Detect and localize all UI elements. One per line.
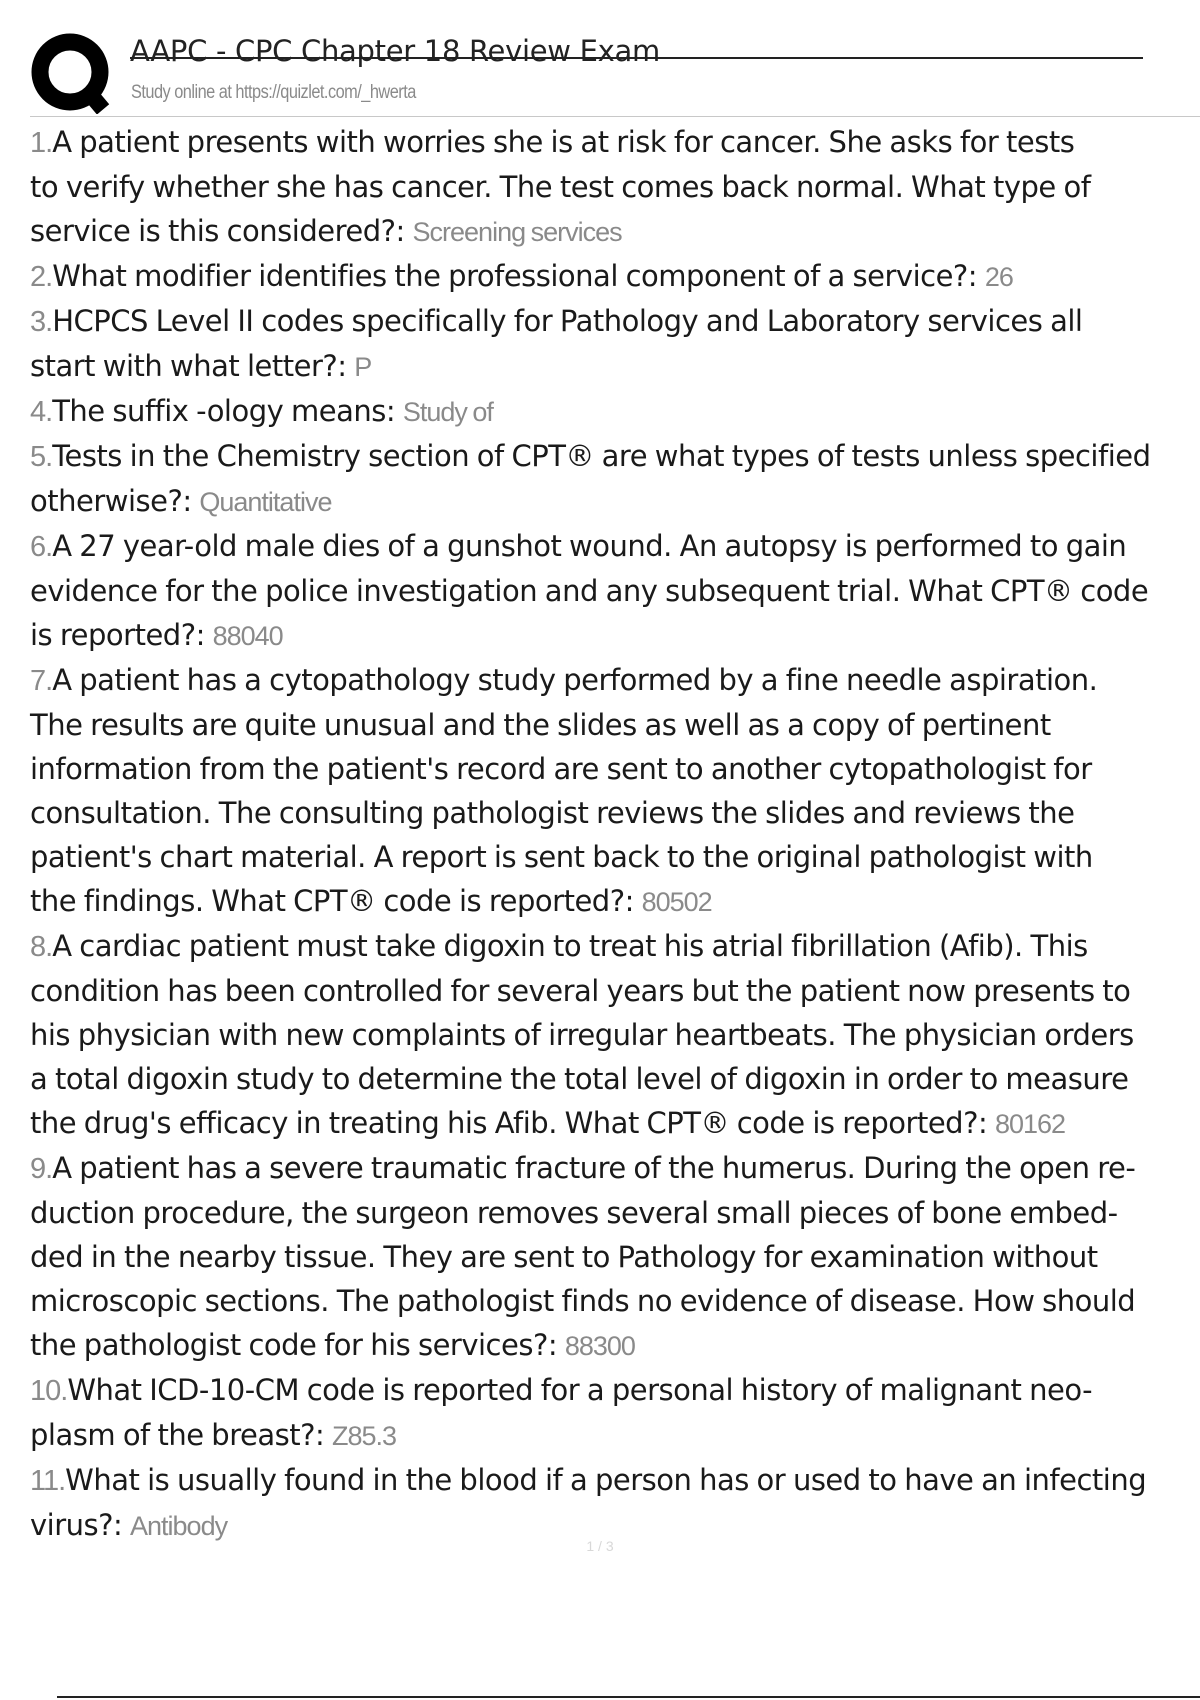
question-number: 3. [30, 306, 53, 338]
question-text: What ICD-10-CM code is reported for a personal history of malignant neo- plasm of the breast?: [30, 1373, 1093, 1452]
answer-text: 80502 [641, 887, 712, 917]
question-item-8 [30, 924, 1200, 1146]
answer-text: Quantitative [199, 487, 332, 517]
question-text: A cardiac patient must take digoxin to treat his atrial fibrillation (Afib). This condition has been controlled for several years but the patient now presents to his physician with new complaints of irregular heartbeats. The physician orders a total digoxin study to determine the total level of digoxin in order to measure the drug's efficacy in treating his Afib. What CPT® code is reported?: [30, 929, 1134, 1140]
question-item-4 [30, 389, 1200, 434]
question-text: A patient has a severe traumatic fracture of the humerus. During the open re- duction procedure, the surgeon removes several small pieces of bone embed- ded in the nearby tissue. They are sent to Pathology for examination without microscopic sections. The pathologist finds no evidence of disease. How should the pathologist code for his services?: [30, 1151, 1136, 1362]
question-list [30, 120, 1200, 1548]
page-header [0, 0, 1200, 118]
question-item-10 [30, 1368, 1200, 1458]
question-number: 9. [30, 1153, 53, 1185]
question-number: 2. [30, 261, 53, 293]
question-text: What is usually found in the blood if a person has or used to have an infecting virus?: [30, 1463, 1147, 1542]
answer-text: Screening services [412, 217, 622, 247]
question-number: 4. [30, 396, 53, 428]
question-number: 8. [30, 931, 53, 963]
question-number: 10. [30, 1375, 68, 1407]
question-text: A patient presents with worries she is at risk for cancer. She asks for tests to verify whether she has cancer. The test comes back normal. What type of service is this considered?: [30, 125, 1091, 248]
question-item-7 [30, 658, 1200, 924]
answer-text: P [354, 352, 372, 382]
question-item-6 [30, 524, 1200, 658]
study-online-link[interactable]: Study online at https://quizlet.com/_hwerta [131, 82, 416, 103]
page-number: 1 / 3 [586, 1538, 614, 1554]
question-item-2 [30, 254, 1200, 299]
footer-divider [57, 1696, 1200, 1698]
question-text: A patient has a cytopathology study performed by a fine needle aspiration. The results are quite unusual and the slides as well as a copy of pertinent information from the patient's record are sent to another cytopathologist for consultation. The consulting pathologist reviews the slides and reviews the patient's chart material. A report is sent back to the original pathologist with the findings. What CPT® code is reported?: [30, 663, 1098, 918]
answer-text: 26 [984, 262, 1013, 292]
question-number: 7. [30, 665, 53, 697]
answer-text: Study of [402, 397, 493, 427]
question-text: A 27 year-old male dies of a gunshot wound. An autopsy is performed to gain evidence for the police investigation and any subsequent trial. What CPT® code is reported?: [30, 529, 1149, 652]
answer-text: Antibody [130, 1511, 228, 1541]
question-item-11 [30, 1458, 1200, 1548]
question-number: 11. [30, 1465, 66, 1497]
document-title: AAPC - CPC Chapter 18 Review Exam [130, 34, 660, 68]
answer-text: Z85.3 [331, 1421, 397, 1451]
question-text: What modifier identifies the professional component of a service?: [52, 259, 985, 293]
question-item-1 [30, 120, 1200, 254]
question-item-5 [30, 434, 1200, 524]
header-divider [30, 116, 1200, 117]
answer-text: 88300 [564, 1331, 635, 1361]
answer-text: 80162 [994, 1109, 1066, 1139]
question-text: HCPCS Level II codes specifically for Pathology and Laboratory services all start with what letter?: [30, 304, 1083, 383]
question-number: 5. [30, 441, 53, 473]
question-number: 1. [30, 127, 53, 159]
question-number: 6. [30, 531, 53, 563]
question-item-9 [30, 1146, 1200, 1368]
question-text: Tests in the Chemistry section of CPT® are what types of tests unless specified otherwise?: [30, 439, 1151, 518]
question-item-3 [30, 299, 1200, 389]
quizlet-q-logo-icon [30, 32, 114, 114]
answer-text: 88040 [212, 621, 283, 651]
question-text: The suffix -ology means: [52, 394, 403, 428]
